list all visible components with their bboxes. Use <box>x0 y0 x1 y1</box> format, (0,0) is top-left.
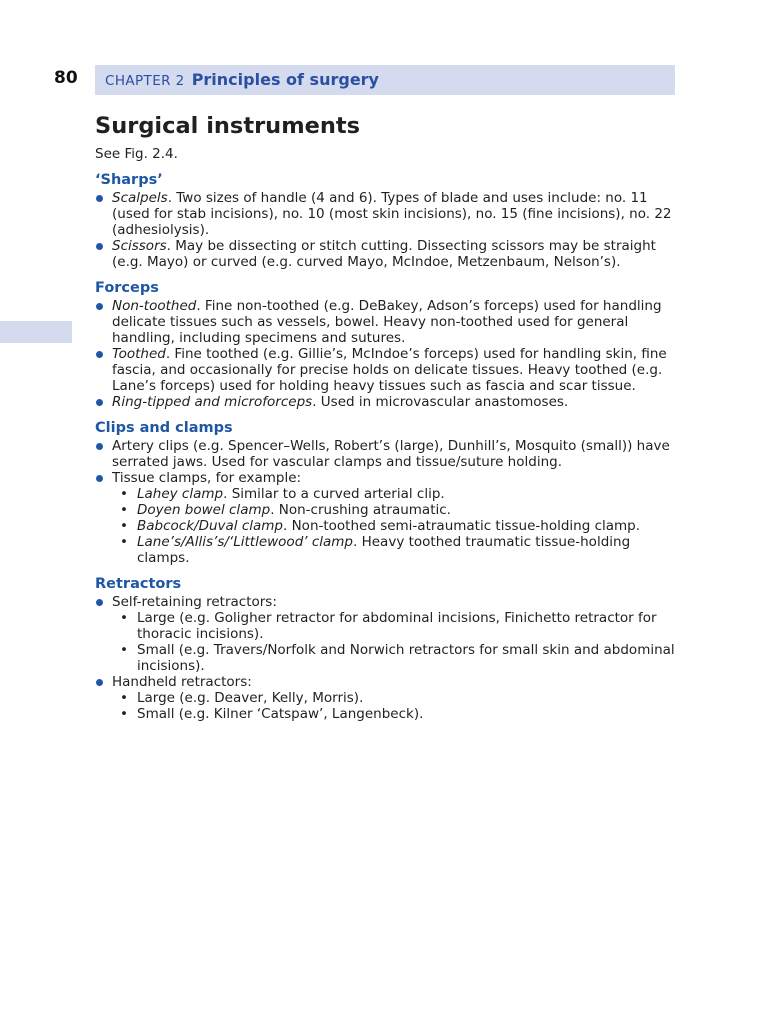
list-item <box>95 190 680 238</box>
bullet-icon <box>96 243 103 250</box>
sub-bullet-icon: • <box>120 518 128 534</box>
item-text: Artery clips (e.g. Spencer–Wells, Robert’s (large), Dunhill’s, Mosquito (small)) have serrated jaws. Used for vascular clamps and tissue/suture holding. <box>112 438 670 470</box>
list-item <box>95 674 680 722</box>
section-heading-retractors: Retractors <box>95 576 182 592</box>
sub-bullet-icon: • <box>120 610 128 626</box>
sub-list-item <box>112 706 680 722</box>
handheld-sublist <box>112 690 680 722</box>
item-text: . Non-crushing atraumatic. <box>270 502 451 518</box>
sub-bullet-icon: • <box>120 534 128 550</box>
item-text: . May be dissecting or stitch cutting. Dissecting scissors may be straight (e.g. Mayo) or curved (e.g. curved Mayo, McIndoe, Metzenbaum, Nelson’s). <box>112 238 656 270</box>
sub-bullet-icon: • <box>120 486 128 502</box>
chapter-label: CHAPTER 2 <box>105 73 185 89</box>
item-term: Scalpels <box>112 190 168 206</box>
sub-bullet-icon: • <box>120 706 128 722</box>
bullet-icon <box>96 475 103 482</box>
item-text: . Two sizes of handle (4 and 6). Types of blade and uses include: no. 11 (used for stab incisions), no. 10 (most skin incisions), no. 15 (fine incisions), no. 22 (adhesiolysis). <box>112 190 672 238</box>
list-item <box>95 470 680 566</box>
sub-list-item <box>112 518 680 534</box>
section-heading-forceps: Forceps <box>95 280 159 296</box>
list-item <box>95 238 680 270</box>
bullet-icon <box>96 195 103 202</box>
list-item <box>95 394 680 410</box>
item-term: Scissors <box>112 238 167 254</box>
sub-list-item <box>112 534 680 566</box>
sub-bullet-icon: • <box>120 690 128 706</box>
tissue-clamps-sublist <box>112 486 680 566</box>
item-text: Handheld retractors: <box>112 674 252 690</box>
forceps-list <box>95 298 680 410</box>
item-text: Self-retaining retractors: <box>112 594 277 610</box>
retractors-list <box>95 594 680 722</box>
self-retaining-sublist <box>112 610 680 674</box>
item-text: . Non-toothed semi-atraumatic tissue-holding clamp. <box>283 518 641 534</box>
item-term: Toothed <box>112 346 166 362</box>
bullet-icon <box>96 443 103 450</box>
section-heading-clips: Clips and clamps <box>95 420 233 436</box>
item-text: Small (e.g. Travers/Norfolk and Norwich retractors for small skin and abdominal incisions). <box>137 642 675 674</box>
sub-list-item <box>112 502 680 518</box>
list-item <box>95 346 680 394</box>
list-item <box>95 594 680 674</box>
item-text: . Used in microvascular anastomoses. <box>312 394 569 410</box>
list-item <box>95 438 680 470</box>
item-term: Babcock/Duval clamp <box>137 518 283 534</box>
item-term: Lane’s/Allis’s/‘Littlewood’ clamp <box>137 534 354 550</box>
item-text: Small (e.g. Kilner ‘Catspaw’, Langenbeck). <box>137 706 424 722</box>
sub-list-item <box>112 610 680 642</box>
item-text: Tissue clamps, for example: <box>112 470 302 486</box>
chapter-side-tab <box>0 321 72 343</box>
chapter-title: Principles of surgery <box>191 70 379 89</box>
item-text: Large (e.g. Goligher retractor for abdominal incisions, Finichetto retractor for thoracic incisions). <box>137 610 657 642</box>
item-text: . Heavy toothed traumatic tissue-holding clamps. <box>137 534 631 566</box>
clips-list <box>95 438 680 566</box>
sub-bullet-icon: • <box>120 502 128 518</box>
item-term: Lahey clamp <box>137 486 224 502</box>
main-content <box>95 111 680 722</box>
bullet-icon <box>96 303 103 310</box>
page-title: Surgical instruments <box>95 113 361 139</box>
item-text: . Similar to a curved arterial clip. <box>223 486 445 502</box>
section-heading-sharps: ‘Sharps’ <box>95 172 163 188</box>
page-number: 80 <box>54 68 78 88</box>
chapter-header-bar <box>95 65 675 95</box>
bullet-icon <box>96 351 103 358</box>
list-item <box>95 298 680 346</box>
bullet-icon <box>96 399 103 406</box>
sub-list-item <box>112 486 680 502</box>
item-term: Non-toothed <box>112 298 197 314</box>
sub-list-item <box>112 690 680 706</box>
item-text: . Fine toothed (e.g. Gillie’s, McIndoe’s forceps) used for handling skin, fine fascia, and occasionally for precise holds on delicate tissues. Heavy toothed (e.g. Lane’s forceps) used for holding heavy tissues such as fascia and scar tissue. <box>112 346 667 394</box>
sharps-list <box>95 190 680 270</box>
bullet-icon <box>96 679 103 686</box>
item-term: Doyen bowel clamp <box>137 502 271 518</box>
sub-list-item <box>112 642 680 674</box>
bullet-icon <box>96 599 103 606</box>
item-term: Ring-tipped and microforceps <box>112 394 313 410</box>
sub-bullet-icon: • <box>120 642 128 658</box>
item-text: Large (e.g. Deaver, Kelly, Morris). <box>137 690 364 706</box>
intro-text: See Fig. 2.4. <box>95 146 178 162</box>
item-text: . Fine non-toothed (e.g. DeBakey, Adson’s forceps) used for handling delicate tissues such as vessels, bowel. Heavy non-toothed used for general handling, including specimens and sutures. <box>112 298 662 346</box>
